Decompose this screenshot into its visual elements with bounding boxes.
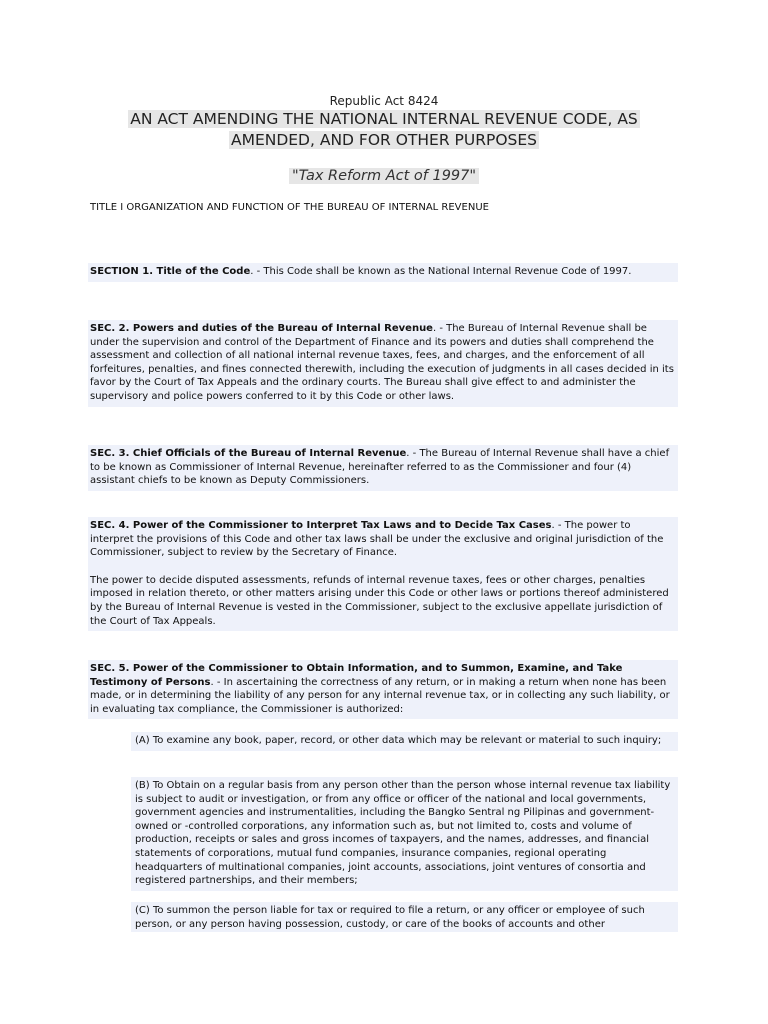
- section-3-body: . - The Bureau of Internal Revenue shall have a chief to be known as Commissioner of Internal Revenue, hereinafter referred to as the Commissioner and four (4) assistant chiefs to be known as Deputy Commissioners.: [90, 448, 670, 487]
- act-subtitle-text: "Tax Reform Act of 1997": [289, 168, 479, 184]
- section-5-heading: SEC. 5. Power of the Commissioner to Obtain Information, and to Summon, Examine, and Take Testimony of Persons: [90, 663, 623, 688]
- title-heading: TITLE I ORGANIZATION AND FUNCTION OF THE BUREAU OF INTERNAL REVENUE: [90, 202, 489, 213]
- section-5-item-c: [131, 902, 678, 932]
- section-5-item-a-text: (A) To examine any book, paper, record, or other data which may be relevant or material to such inquiry;: [135, 735, 662, 746]
- section-5-paragraph: [90, 662, 676, 716]
- act-title-text: AN ACT AMENDING THE NATIONAL INTERNAL REVENUE CODE, AS AMENDED, AND FOR OTHER PURPOSES: [130, 110, 638, 149]
- section-2-heading: SEC. 2. Powers and duties of the Bureau of Internal Revenue: [90, 323, 433, 334]
- section-5-item-c-text: (C) To summon the person liable for tax or required to file a return, or any officer or employee of such person, or any person having possession, custody, or care of the books of accounts and other: [135, 905, 645, 930]
- republic-act-number: Republic Act 8424: [329, 94, 439, 108]
- section-1-heading: SECTION 1. Title of the Code: [90, 266, 251, 277]
- section-3: [88, 445, 678, 491]
- section-1-paragraph: [90, 265, 676, 279]
- section-3-heading: SEC. 3. Chief Officials of the Bureau of Internal Revenue: [90, 448, 407, 459]
- section-2: [88, 320, 678, 407]
- section-2-body: . - The Bureau of Internal Revenue shall be under the supervision and control of the Department of Finance and its powers and duties shall comprehend the assessment and collection of all national internal revenue taxes, fees, and charges, and the enforcement of all forfeitures, penalties, and fines connected therewith, including the execution of judgments in all cases decided in its favor by the Court of Tax Appeals and the ordinary courts. The Bureau shall give effect to and administer the supervisory and police powers conferred to it by this Code or other laws.: [90, 323, 674, 402]
- section-5-item-b: [131, 777, 678, 891]
- section-5-item-b-text: (B) To Obtain on a regular basis from any person other than the person whose internal revenue tax liability is subject to audit or investigation, or from any office or officer of the national and local governments, government agencies and instrumentalities, including the Bangko Sentral ng Pilipinas and government-owned or -controlled corporations, any information such as, but not limited to, costs and volume of production, receipts or sales and gross incomes of taxpayers, and the names, addresses, and financial statements of corporations, mutual fund companies, insurance companies, regional operating headquarters of multinational companies, joint accounts, associations, joint ventures of consortia and registered partnerships, and their members;: [135, 780, 671, 887]
- section-4-body: . - The power to interpret the provisions of this Code and other tax laws shall be under the exclusive and original jurisdiction of the Commissioner, subject to review by the Secretary of Finance.: [90, 520, 664, 559]
- section-1-body: . - This Code shall be known as the National Internal Revenue Code of 1997.: [250, 266, 632, 277]
- section-5: [88, 660, 678, 719]
- section-1: [88, 263, 678, 282]
- section-4: [88, 517, 678, 631]
- section-3-paragraph: [90, 447, 676, 488]
- section-4-paragraph-2: The power to decide disputed assessments, refunds of internal revenue taxes, fees or other charges, penalties imposed in relation thereto, or other matters arising under this Code or other laws or portions thereof administered by the Bureau of Internal Revenue is vested in the Commissioner, subject to the exclusive appellate jurisdiction of the Court of Tax Appeals.: [90, 574, 669, 627]
- section-5-item-a: [131, 732, 678, 751]
- act-subtitle: [0, 168, 768, 184]
- section-5-body: . - In ascertaining the correctness of any return, or in making a return when none has been made, or in determining the liability of any person for any internal revenue tax, or in collecting any such liability, or in evaluating tax compliance, the Commissioner is authorized:: [90, 676, 670, 715]
- section-4-paragraph: [90, 519, 676, 560]
- act-title: [90, 109, 678, 151]
- section-2-paragraph: [90, 322, 676, 404]
- section-4-heading: SEC. 4. Power of the Commissioner to Interpret Tax Laws and to Decide Tax Cases: [90, 520, 552, 531]
